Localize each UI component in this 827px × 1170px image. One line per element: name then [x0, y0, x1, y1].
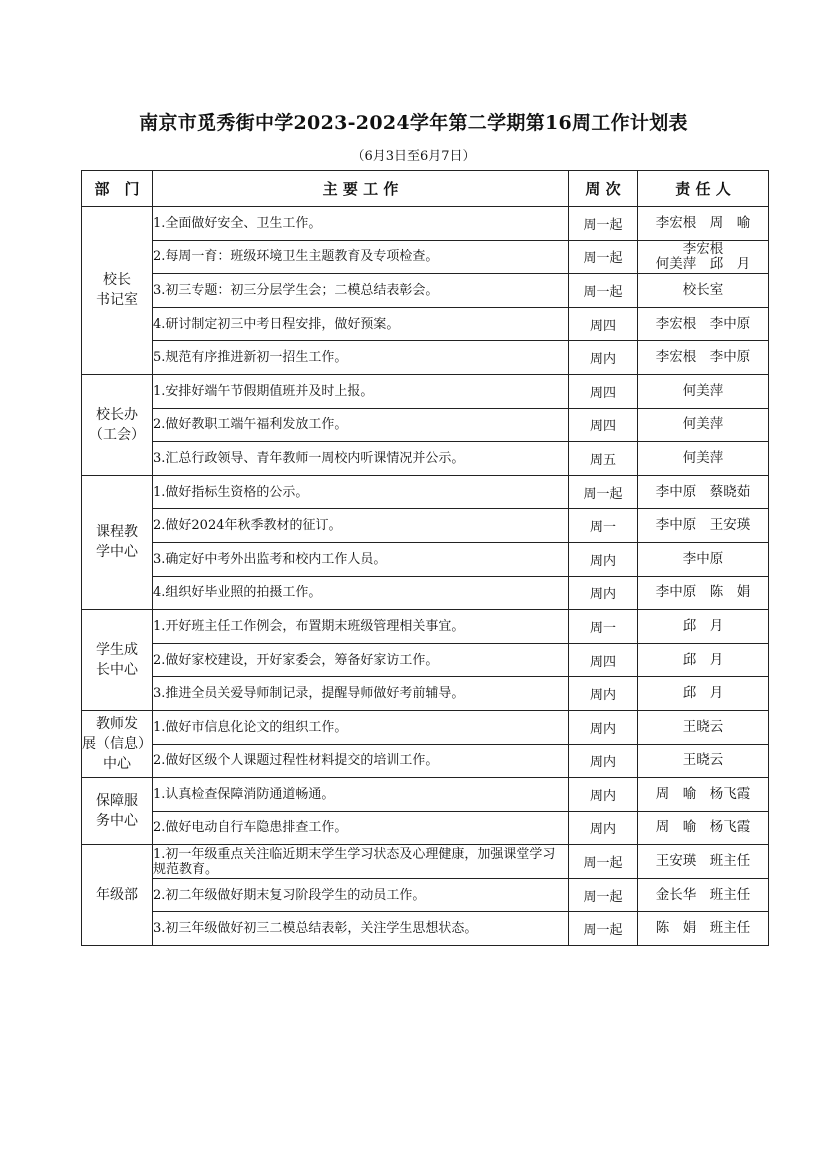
person-name: 周 喻 杨飞霞	[655, 785, 751, 802]
table-row	[82, 240, 769, 274]
person-name: 李中原 陈 娟	[655, 584, 751, 601]
person-cell	[638, 408, 769, 442]
person-cell	[638, 845, 769, 879]
week-cell: 周一起	[569, 878, 638, 912]
person-name: 何美萍	[682, 449, 724, 466]
department-label: 中心	[103, 756, 131, 772]
person-cell	[638, 912, 769, 946]
week-cell: 周一	[569, 610, 638, 644]
task-cell: 2.每周一育：班级环境卫生主题教育及专项检查。	[153, 240, 569, 274]
week-cell: 周五	[569, 442, 638, 476]
person-cell	[638, 374, 769, 408]
person-cell	[638, 207, 769, 241]
person-cell	[638, 442, 769, 476]
person-cell	[638, 811, 769, 845]
week-cell: 周一起	[569, 274, 638, 308]
person-name: 李宏根	[682, 240, 724, 257]
header-department: 部 门	[82, 171, 153, 207]
person-cell	[638, 542, 769, 576]
task-cell: 2.做好家校建设，开好家委会，筹备好家访工作。	[153, 643, 569, 677]
task-cell: 5.规范有序推进新初一招生工作。	[153, 341, 569, 375]
table-row	[82, 677, 769, 711]
person-name: 何美萍 邱 月	[655, 255, 751, 272]
week-cell: 周一起	[569, 912, 638, 946]
person-name: 李中原 王安瑛	[655, 517, 751, 534]
person-cell	[638, 778, 769, 812]
table-row	[82, 475, 769, 509]
task-cell: 1.初一年级重点关注临近期末学生学习状态及心理健康，加强课堂学习规范教育。	[153, 845, 569, 879]
person-name: 校长室	[682, 281, 724, 298]
person-cell	[638, 643, 769, 677]
table-row	[82, 878, 769, 912]
table-row	[82, 307, 769, 341]
person-cell	[638, 509, 769, 543]
week-cell: 周四	[569, 374, 638, 408]
week-cell: 周内	[569, 542, 638, 576]
table-header-row	[82, 171, 769, 207]
task-cell: 1.做好指标生资格的公示。	[153, 475, 569, 509]
department-label: 长中心	[96, 662, 138, 679]
week-cell: 周四	[569, 643, 638, 677]
task-cell: 4.研讨制定初三中考日程安排，做好预案。	[153, 307, 569, 341]
person-name: 李中原 蔡晓茹	[655, 483, 751, 500]
person-name: 王晓云	[682, 752, 724, 769]
task-cell: 3.汇总行政领导、青年教师一周校内听课情况并公示。	[153, 442, 569, 476]
department-label: 教师发	[96, 716, 138, 732]
person-name: 王安瑛 班主任	[655, 853, 751, 870]
table-row	[82, 442, 769, 476]
table-row	[82, 207, 769, 241]
task-cell: 3.初三专题：初三分层学生会；二模总结表彰会。	[153, 274, 569, 308]
department-label: 保障服	[96, 793, 138, 810]
week-cell: 周内	[569, 710, 638, 744]
week-cell: 周一起	[569, 845, 638, 879]
task-cell: 2.做好电动自行车隐患排查工作。	[153, 811, 569, 845]
department-label: 务中心	[96, 813, 138, 830]
table-row	[82, 778, 769, 812]
table-row	[82, 744, 769, 778]
date-range-subtitle: （6月3日至6月7日）	[351, 149, 476, 164]
document-title: 南京市觅秀街中学2023-2024学年第二学期第16周工作计划表	[139, 112, 688, 134]
week-cell: 周内	[569, 341, 638, 375]
task-cell: 1.做好市信息化论文的组织工作。	[153, 710, 569, 744]
department-label: 书记室	[96, 292, 138, 309]
task-cell: 2.初二年级做好期末复习阶段学生的动员工作。	[153, 878, 569, 912]
person-cell	[638, 475, 769, 509]
person-name: 陈 娟 班主任	[655, 920, 751, 937]
table-row	[82, 374, 769, 408]
person-name: 邱 月	[682, 617, 724, 634]
table-row	[82, 643, 769, 677]
department-cell	[82, 845, 153, 946]
person-cell	[638, 610, 769, 644]
header-week: 周 次	[569, 171, 638, 207]
table-body	[82, 207, 769, 946]
table-row	[82, 610, 769, 644]
department-label: 学中心	[96, 544, 138, 561]
person-name: 邱 月	[682, 651, 724, 668]
table-row	[82, 710, 769, 744]
week-cell: 周一起	[569, 240, 638, 274]
table-row	[82, 542, 769, 576]
task-cell: 1.安排好端午节假期值班并及时上报。	[153, 374, 569, 408]
week-cell: 周内	[569, 744, 638, 778]
week-cell: 周一起	[569, 207, 638, 241]
week-cell: 周四	[569, 307, 638, 341]
week-cell: 周内	[569, 811, 638, 845]
department-cell	[82, 710, 153, 777]
department-label: 年级部	[96, 887, 138, 904]
person-name: 李宏根 周 喻	[655, 214, 751, 231]
week-cell: 周内	[569, 576, 638, 610]
task-cell: 3.推进全员关爱导师制记录，提醒导师做好考前辅导。	[153, 677, 569, 711]
week-cell: 周内	[569, 677, 638, 711]
person-cell	[638, 307, 769, 341]
week-cell: 周内	[569, 778, 638, 812]
person-name: 李宏根 李中原	[655, 349, 751, 366]
department-cell	[82, 475, 153, 609]
department-cell	[82, 207, 153, 375]
department-label: 校长	[103, 272, 131, 289]
person-cell	[638, 274, 769, 308]
person-name: 李中原	[682, 550, 724, 567]
department-label: 学生成	[96, 642, 138, 659]
person-cell	[638, 878, 769, 912]
department-cell	[82, 374, 153, 475]
table-row	[82, 811, 769, 845]
task-cell: 4.组织好毕业照的拍摄工作。	[153, 576, 569, 610]
task-cell: 1.全面做好安全、卫生工作。	[153, 207, 569, 241]
week-cell: 周一	[569, 509, 638, 543]
table-row	[82, 341, 769, 375]
table-row	[82, 845, 769, 879]
task-cell: 3.初三年级做好初三二模总结表彰，关注学生思想状态。	[153, 912, 569, 946]
task-cell: 1.认真检查保障消防通道畅通。	[153, 778, 569, 812]
person-cell	[638, 240, 769, 274]
department-cell	[82, 778, 153, 845]
person-name: 李宏根 李中原	[655, 315, 751, 332]
department-cell	[82, 610, 153, 711]
week-cell: 周一起	[569, 475, 638, 509]
person-name: 邱 月	[682, 685, 724, 702]
task-cell: 1.开好班主任工作例会，布置期末班级管理相关事宜。	[153, 610, 569, 644]
person-cell	[638, 744, 769, 778]
person-name: 周 喻 杨飞霞	[655, 819, 751, 836]
week-cell: 周四	[569, 408, 638, 442]
task-cell: 3.确定好中考外出监考和校内工作人员。	[153, 542, 569, 576]
department-label: （工会）	[89, 426, 145, 443]
person-cell	[638, 576, 769, 610]
person-cell	[638, 341, 769, 375]
person-name: 金长华 班主任	[655, 886, 751, 903]
header-task: 主 要 工 作	[153, 171, 569, 207]
task-cell: 2.做好2024年秋季教材的征订。	[153, 509, 569, 543]
table-row	[82, 274, 769, 308]
person-name: 王晓云	[682, 718, 724, 735]
department-label: 展（信息）	[82, 736, 152, 752]
table-row	[82, 912, 769, 946]
task-cell: 2.做好教职工端午福利发放工作。	[153, 408, 569, 442]
department-label: 课程教	[96, 524, 138, 541]
table-row	[82, 408, 769, 442]
table-row	[82, 509, 769, 543]
person-cell	[638, 710, 769, 744]
work-plan-table	[81, 170, 769, 946]
department-label: 校长办	[96, 406, 138, 423]
header-person: 责 任 人	[638, 171, 769, 207]
person-cell	[638, 677, 769, 711]
person-name: 何美萍	[682, 382, 724, 399]
person-name: 何美萍	[682, 416, 724, 433]
table-row	[82, 576, 769, 610]
task-cell: 2.做好区级个人课题过程性材料提交的培训工作。	[153, 744, 569, 778]
